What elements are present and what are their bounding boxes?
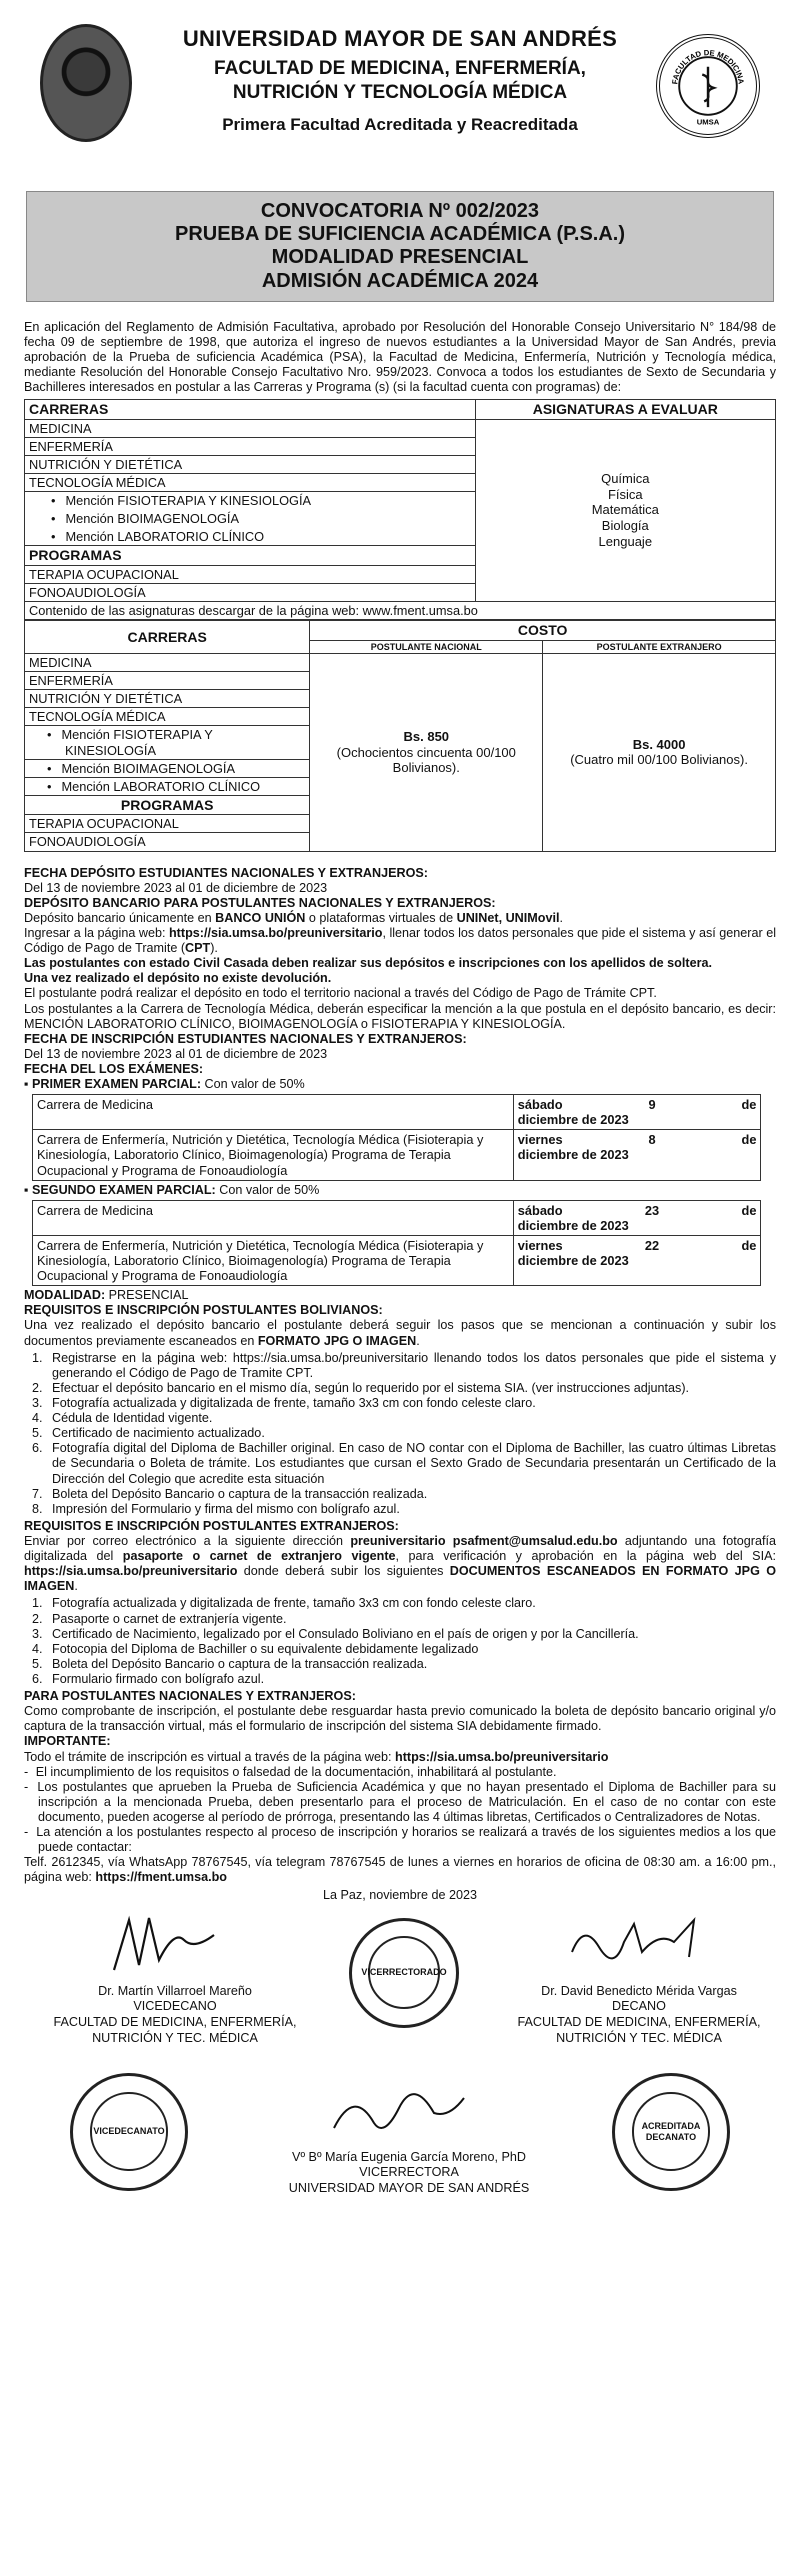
subject-item: Química <box>601 470 650 486</box>
foreign-requirements-title: REQUISITOS E INSCRIPCIÓN POSTULANTES EXTRANJEROS: <box>24 1518 399 1533</box>
convocatoria-box <box>26 191 774 302</box>
sia-link[interactable]: https://sia.umsa.bo/preuniversitario <box>395 1749 609 1764</box>
vicedean-org-2: NUTRICIÓN Y TEC. MÉDICA <box>92 2030 258 2045</box>
faculty-title-2: NUTRICIÓN Y TECNOLOGÍA MÉDICA <box>232 82 568 104</box>
sia-link[interactable]: https://sia.umsa.bo/preuniversitario <box>24 1564 238 1579</box>
career-row: TECNOLOGÍA MÉDICA <box>25 474 476 492</box>
dean-org-2: NUTRICIÓN Y TEC. MÉDICA <box>556 2030 722 2045</box>
cost-careers-header: CARRERAS <box>25 620 310 653</box>
bank-deposit-title: DEPÓSITO BANCARIO PARA POSTULANTES NACIONALES Y EXTRANJEROS: <box>24 895 496 910</box>
requirement-item: 7. Boleta del Depósito Bancario o captura de la transacción realizada. <box>46 1487 776 1502</box>
exam-row-date: sábado 9 de diciembre de 2023 <box>513 1095 761 1130</box>
inscription-dates-title: FECHA DE INSCRIPCIÓN ESTUDIANTES NACIONALES Y EXTRANJEROS: <box>24 1031 467 1046</box>
bolivian-requirements-intro: Una vez realizado el depósito bancario el postulante deberá seguir los pasos que se mencionan a continuación y subir los documentos previamente escaneados en FORMATO JPG O IMAGEN. <box>24 1318 776 1348</box>
convocatoria-number: CONVOCATORIA Nº 002/2023 <box>260 200 540 222</box>
important-item: - Los postulantes que aprueben la Prueba de Suficiencia Académica y que no hayan presentado el Diploma de Bachiller para su inscripción a la mencionada Prueba, deben presentarlo para el proceso de Matriculación. En el caso de no contar con este documento, pueden acogerse al período de prórroga, presentando las 4 últimas libretas, Certificados o Centralizadores de Notas. <box>24 1780 776 1825</box>
deposit-dates-title: FECHA DEPÓSITO ESTUDIANTES NACIONALES Y EXTRANJEROS: <box>24 865 428 880</box>
vicerrectora-role: VICERRECTORA <box>359 2165 459 2180</box>
married-applicants-note: Las postulantes con estado Civil Casada deben realizar sus depósitos e inscripciones con los apellidos de soltera. <box>24 956 712 971</box>
dean-signature <box>564 1912 714 1972</box>
all-applicants-title: PARA POSTULANTES NACIONALES Y EXTRANJEROS: <box>24 1689 356 1704</box>
requirement-item: 3. Fotografía actualizada y digitalizada de frente, tamaño 3x3 cm con fondo celeste claro. <box>46 1396 776 1411</box>
accreditation-subtitle: Primera Facultad Acreditada y Reacreditada <box>222 114 578 134</box>
requirement-item: 1. Fotografía actualizada y digitalizada de frente, tamaño 3x3 cm con fondo celeste claro. <box>46 1596 776 1611</box>
requirements-section <box>24 1288 776 1885</box>
territory-note: El postulante podrá realizar el depósito en todo el territorio nacional a través del Código de Pago de Trámite CPT. <box>24 986 657 1001</box>
cost-program-row: FONOAUDIOLOGÍA <box>25 833 310 851</box>
cost-table <box>24 620 776 852</box>
intro-paragraph: En aplicación del Reglamento de Admisión Facultativa, aprobado por Resolución del Honorable Consejo Universitario N° 184/98 de fecha 09 de septiembre de 1998, que autoriza el ingreso de nuevos estudiantes a la Universidad Mayor de San Andrés, previa aprobación de la Prueba de suficiencia Académica (PSA), la Facultad de Medicina, Enfermería, Nutrición y Tecnología médica, mediante Resolución del Honorable Consejo Facultativo Nro. 959/2023. Convoca a todos los estudiantes de Sexto de Secundaria y Bachilleres interesados en postular a las Carreras y Programa (s) (si la facultad cuenta con programas) de: <box>24 319 776 395</box>
mention-row: • Mención BIOIMAGENOLOGÍA <box>25 510 476 528</box>
cost-mention-row: • Mención BIOIMAGENOLOGÍA <box>25 759 310 777</box>
career-row: ENFERMERÍA <box>25 437 476 455</box>
deposit-dates: Del 13 de noviembre 2023 al 01 de diciembre de 2023 <box>24 880 328 895</box>
cost-mention-row: • Mención LABORATORIO CLÍNICO <box>25 777 310 795</box>
cost-career-row: ENFERMERÍA <box>25 672 310 690</box>
vicerrectora-signature <box>324 2083 474 2143</box>
modality-line: MODALIDAD: PRESENCIAL <box>24 1288 189 1303</box>
requirement-item: 2. Pasaporte o carnet de extranjería vigente. <box>46 1612 776 1627</box>
subject-item: Biología <box>601 518 649 534</box>
cost-mention-row: • Mención FISIOTERAPIA Y KINESIOLOGÍA <box>25 726 310 759</box>
vicedean-name: Dr. Martín Villarroel Mareño <box>98 1983 252 1998</box>
convocatoria-admission: ADMISIÓN ACADÉMICA 2024 <box>261 269 539 292</box>
national-amount: Bs. 850 <box>403 729 450 745</box>
cost-programs-header: PROGRAMAS <box>25 795 310 815</box>
faculty-seal-logo <box>656 34 760 138</box>
fment-link[interactable]: https://fment.umsa.bo <box>95 1870 227 1885</box>
bank-deposit-text: Depósito bancario únicamente en BANCO UNIÓN o plataformas virtuales de UNINet, UNIMovil. <box>24 910 563 925</box>
career-row: MEDICINA <box>25 419 476 437</box>
decanato-stamp: ACREDITADA DECANATO <box>612 2073 730 2191</box>
second-exam-heading <box>24 1183 776 1198</box>
requirement-item: 4. Fotocopia del Diploma de Bachiller o su equivalente debidamente legalizado <box>46 1642 776 1657</box>
vicerrectora-name: Vº Bº María Eugenia García Moreno, PhD <box>292 2149 526 2164</box>
university-title: UNIVERSIDAD MAYOR DE SAN ANDRÉS <box>182 26 618 51</box>
exam-row-career: Carrera de Enfermería, Nutrición y Dietética, Tecnología Médica (Fisioterapia y Kinesiología, Laboratorio Clínico, Bioimagenología) Programa de Terapia Ocupacional y Programa de Fonoaudiología <box>33 1130 514 1180</box>
convocatoria-title: PRUEBA DE SUFICIENCIA ACADÉMICA (P.S.A.) <box>174 223 626 246</box>
requirement-item: 4. Cédula de Identidad vigente. <box>46 1411 776 1426</box>
important-web-line: Todo el trámite de inscripción es virtual a través de la página web: https://sia.umsa.bo/preuniversitario <box>24 1749 609 1764</box>
bolivian-requirements-title: REQUISITOS E INSCRIPCIÓN POSTULANTES BOLIVIANOS: <box>24 1303 383 1318</box>
exam-row-date: viernes 8 de diciembre de 2023 <box>513 1130 761 1180</box>
vicerrectora-org: UNIVERSIDAD MAYOR DE SAN ANDRÉS <box>288 2180 530 2195</box>
exam-row-career: Carrera de Medicina <box>33 1200 514 1235</box>
dean-role: DECANO <box>612 1999 666 2014</box>
signatures-area <box>24 1888 776 2218</box>
second-exam-table <box>32 1200 761 1286</box>
foreign-requirements-list <box>46 1596 776 1687</box>
cost-career-row: TECNOLOGÍA MÉDICA <box>25 708 310 726</box>
seal-bottom-text: UMSA <box>696 117 720 127</box>
subjects-table <box>24 399 776 620</box>
dean-name: Dr. David Benedicto Mérida Vargas <box>541 1983 737 1998</box>
foreign-price-cell <box>543 654 776 851</box>
first-exam-table <box>32 1094 761 1180</box>
bolivian-requirements-list <box>46 1351 776 1517</box>
important-title: IMPORTANTE: <box>24 1734 111 1749</box>
requirement-item: 8. Impresión del Formulario y firma del mismo con bolígrafo azul. <box>46 1502 776 1517</box>
requirement-item: 2. Efectuar el depósito bancario en el mismo día, según lo requerido por el sistema SIA. (ver instrucciones adjuntas). <box>46 1381 776 1396</box>
first-exam-label: ▪ PRIMER EXAMEN PARCIAL: Con valor de 50% <box>24 1077 776 1092</box>
subject-item: Física <box>607 486 643 502</box>
vicedean-signature <box>104 1910 224 1980</box>
vicedecanato-stamp: VICEDECANATO <box>70 2073 188 2191</box>
requirement-item: 1. Registrarse en la página web: https://sia.umsa.bo/preuniversitario llenando todos los datos personales que pide el sistema y generando el Código de Pago de Tramite CPT. <box>46 1351 776 1381</box>
web-registration-text: Ingresar a la página web: https://sia.umsa.bo/preuniversitario, llenar todos los datos personales que pide el sistema y así generar el Código de Pago de Tramite (CPT). <box>24 926 777 956</box>
subjects-cell <box>475 419 775 601</box>
seal-arc-text: FACULTAD DE MEDICINA <box>670 48 746 85</box>
vicedean-block <box>40 1984 310 2047</box>
requirement-item: 3. Certificado de Nacimiento, legalizado por el Consulado Boliviano en el país de origen y por la Cancillería. <box>46 1627 776 1642</box>
dean-org-1: FACULTAD DE MEDICINA, ENFERMERÍA, <box>517 2014 761 2029</box>
no-refund-note: Una vez realizado el depósito no existe devolución. <box>24 971 332 986</box>
important-list <box>24 1765 776 1856</box>
vicerrectorado-stamp: VICERRECTORADO <box>349 1918 459 2028</box>
foreign-amount: Bs. 4000 <box>632 737 686 752</box>
foreign-header: POSTULANTE EXTRANJERO <box>543 640 776 654</box>
foreign-amount-words: (Cuatro mil 00/100 Bolivianos). <box>570 752 748 768</box>
convocatoria-modality: MODALIDAD PRESENCIAL <box>271 246 529 269</box>
faculty-title-1: FACULTAD DE MEDICINA, ENFERMERÍA, <box>214 57 586 79</box>
subject-item: Matemática <box>591 502 659 518</box>
programs-header: PROGRAMAS <box>25 546 476 566</box>
cost-program-row: TERAPIA OCUPACIONAL <box>25 815 310 833</box>
vicerrectora-block <box>244 2150 574 2197</box>
program-row: FONOAUDIOLOGÍA <box>25 583 476 601</box>
important-item: - La atención a los postulantes respecto al proceso de inscripción y horarios se realizará a través de los siguientes medios a los que puede contactar: <box>24 1825 776 1855</box>
email-link[interactable]: preuniversitario psafment@umsalud.edu.bo <box>350 1534 618 1548</box>
header <box>24 20 776 185</box>
careers-header: CARRERAS <box>25 400 476 420</box>
vicedean-role: VICEDECANO <box>133 1999 217 2014</box>
important-item: - El incumplimiento de los requisitos o falsedad de la documentación, inhabilitará al postulante. <box>24 1765 776 1780</box>
foreign-requirements-intro: Enviar por correo electrónico a la siguiente dirección preuniversitario psafment@umsalud.edu.bo adjuntando una fotografía digitalizada del pasaporte o carnet de extranjero vigente, para verificación y aprobación en la página web del SIA: https://sia.umsa.bo/preuniversitario donde deberá subir los siguientes DOCUMENTOS ESCANEADOS EN FORMATO JPG O IMAGEN. <box>24 1534 776 1594</box>
career-row: NUTRICIÓN Y DIETÉTICA <box>25 456 476 474</box>
exam-row-career: Carrera de Enfermería, Nutrición y Dietética, Tecnología Médica (Fisioterapia y Kinesiología, Laboratorio Clínico, Bioimagenología) Programa de Terapia Ocupacional y Programa de Fonoaudiología <box>33 1235 514 1285</box>
requirement-item: 6. Fotografía digital del Diploma de Bachiller original. En caso de NO contar con el Diploma de Bachiller, las cuatro últimas Libretas de Secundaria o Boleta de trámite. Los estudiantes que cursan el Sexto Grado de Secundaria presentarán un Certificado de la Dirección del Colegio que acredite esta situación <box>46 1441 776 1486</box>
national-header: POSTULANTE NACIONAL <box>310 640 543 654</box>
national-price-cell <box>310 654 543 851</box>
inscription-dates: Del 13 de noviembre 2023 al 01 de diciembre de 2023 <box>24 1046 328 1061</box>
national-amount-words: (Ochocientos cincuenta 00/100 Bolivianos). <box>336 744 516 775</box>
cost-career-row: MEDICINA <box>25 654 310 672</box>
exam-row-career: Carrera de Medicina <box>33 1095 514 1130</box>
sia-link[interactable]: https://sia.umsa.bo/preuniversitario <box>168 926 383 940</box>
requirement-item: 5. Certificado de nacimiento actualizado. <box>46 1426 776 1441</box>
second-exam-label: ▪ SEGUNDO EXAMEN PARCIAL: Con valor de 50% <box>24 1183 776 1198</box>
subjects-header: ASIGNATURAS A EVALUAR <box>475 400 775 420</box>
date-place: La Paz, noviembre de 2023 <box>322 1887 478 1902</box>
subject-item: Lenguaje <box>598 534 653 550</box>
cost-header: COSTO <box>310 620 776 640</box>
exam-row-date: viernes 22 de diciembre de 2023 <box>513 1235 761 1285</box>
contact-line: Telf. 2612345, vía WhatsApp 78767545, vía telegram 78767545 de lunes a viernes en horarios de oficina de 08:30 am. a 16:00 pm., página web: https://fment.umsa.bo <box>24 1855 776 1885</box>
tech-mention-note: Los postulantes a la Carrera de Tecnología Médica, deberán especificar la mención a la que postula en el depósito bancario, es decir: MENCIÓN LABORATORIO CLÍNICO, BIOIMAGENOLOGÍA o FISIOTERAPIA Y KINESIOLOGÍA. <box>24 1001 776 1031</box>
mention-row: • Mención LABORATORIO CLÍNICO <box>25 528 476 546</box>
subjects-download-note: Contenido de las asignaturas descargar de la página web: www.fment.umsa.bo <box>25 601 776 619</box>
deposit-section <box>24 866 776 1093</box>
cost-career-row: NUTRICIÓN Y DIETÉTICA <box>25 690 310 708</box>
umsa-seal-logo <box>40 24 132 142</box>
requirement-item: 5. Boleta del Depósito Bancario o captura de la transacción realizada. <box>46 1657 776 1672</box>
exam-row-date: sábado 23 de diciembre de 2023 <box>513 1200 761 1235</box>
vicedean-org-1: FACULTAD DE MEDICINA, ENFERMERÍA, <box>53 2014 297 2029</box>
dean-block <box>494 1984 784 2047</box>
requirement-item: 6. Formulario firmado con bolígrafo azul. <box>46 1672 776 1687</box>
mention-row: • Mención FISIOTERAPIA Y KINESIOLOGÍA <box>25 492 476 510</box>
exams-title: FECHA DEL LOS EXÁMENES: <box>24 1061 204 1076</box>
program-row: TERAPIA OCUPACIONAL <box>25 565 476 583</box>
all-applicants-text: Como comprobante de inscripción, el postulante debe resguardar hasta previo comunicado la boleta de depósito bancario original y/o captura de la transacción virtual, más el formulario de inscripción del sistema SIA debidamente firmado. <box>24 1704 776 1734</box>
